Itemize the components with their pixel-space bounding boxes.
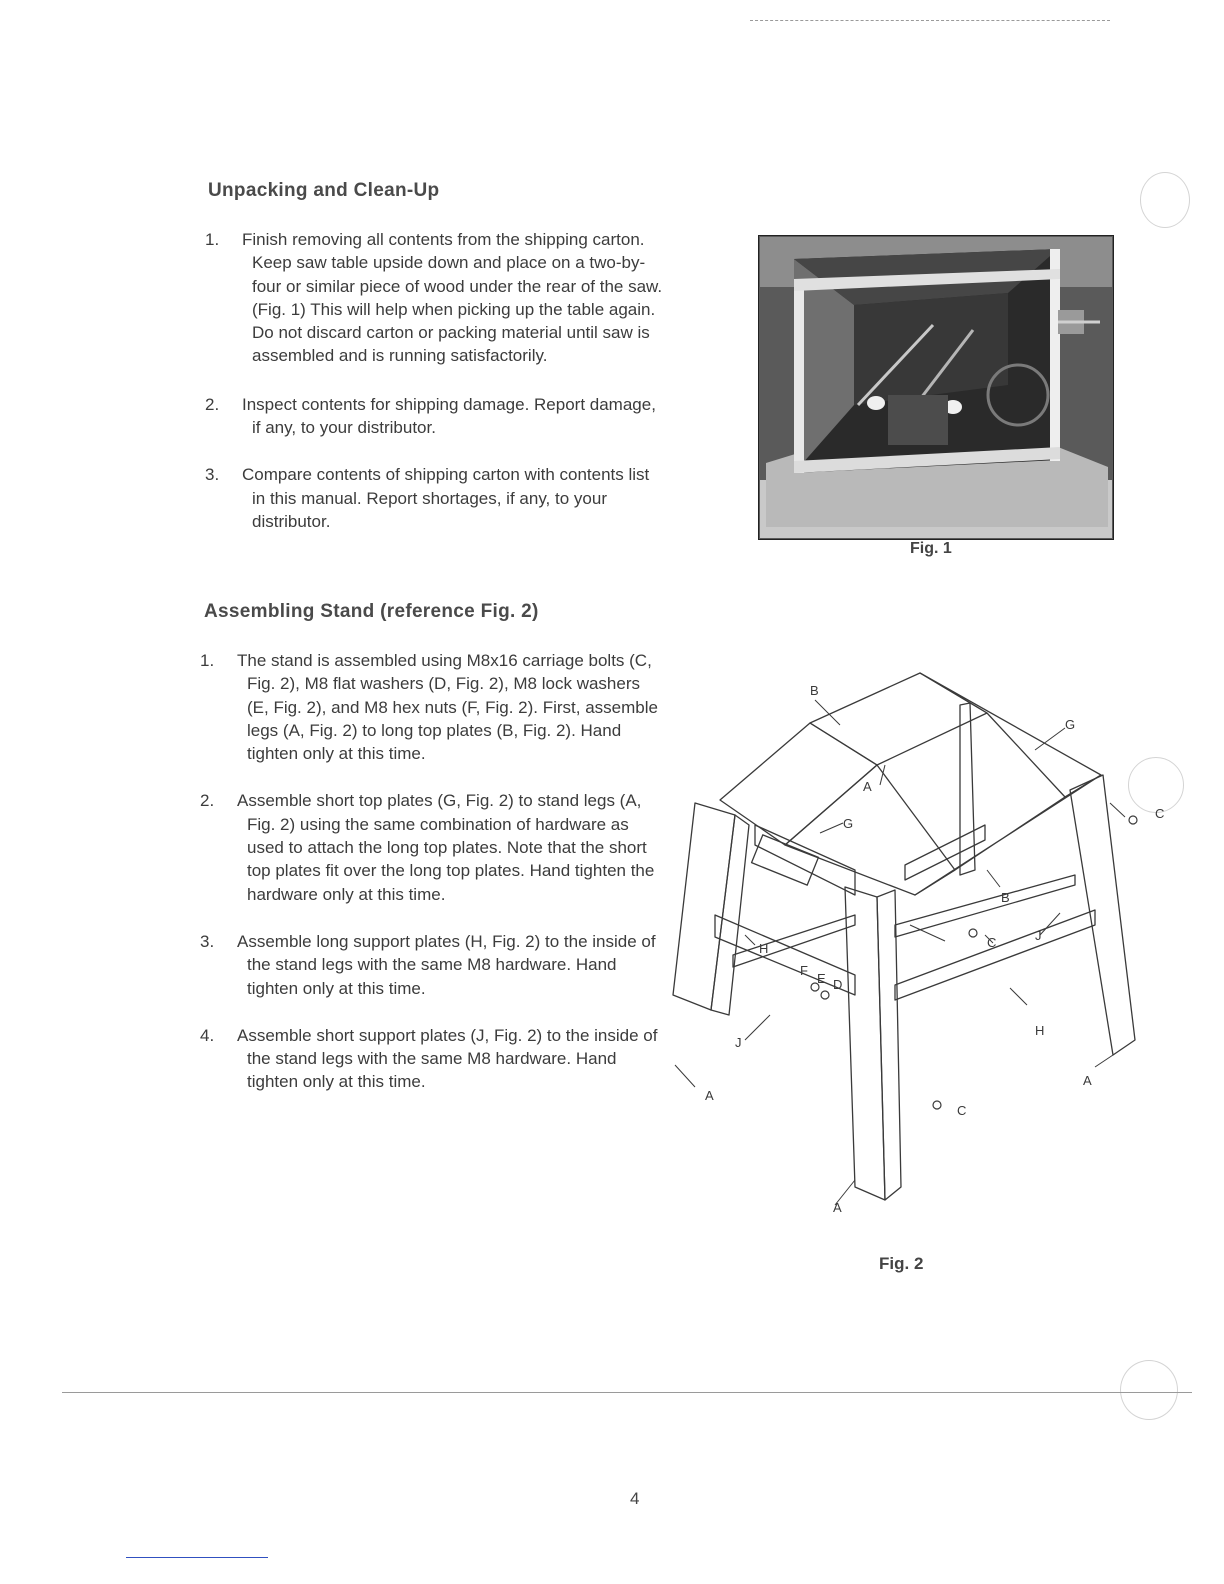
label-j-left: J	[735, 1035, 742, 1050]
label-g-top: G	[1065, 717, 1076, 732]
top-dashed-rule	[750, 20, 1110, 21]
step-text: Finish removing all contents from the shipping carton. Keep saw table upside down and place on a two-by-four or similar piece of wood under the rear of the saw. (Fig. 1) This will help when picking up the table again. Do not discard carton or packing material until saw is assembled and is running satisfactorily.	[242, 230, 663, 366]
step-text: The stand is assembled using M8x16 carriage bolts (C, Fig. 2), M8 flat washers (D, Fig. 2), M8 lock washers (E, Fig. 2), and M8 hex nuts (F, Fig. 2). First, assemble legs (A, Fig. 2) to long top plates (B, Fig. 2). Hand tighten only at this time.	[237, 651, 658, 764]
stand-step	[200, 649, 660, 765]
label-a-back: A	[863, 779, 872, 794]
footer-underline	[126, 1557, 268, 1558]
step-number: 1.	[200, 651, 215, 670]
label-a-left: A	[705, 1088, 714, 1103]
unpacking-step	[205, 228, 665, 368]
label-b-right: B	[1001, 890, 1010, 905]
step-number: 2.	[205, 394, 220, 414]
step-number: 3.	[200, 931, 215, 951]
label-c-bottom: C	[957, 1103, 967, 1118]
fig1-caption: Fig. 1	[910, 540, 952, 557]
label-c-mid: C	[987, 935, 997, 950]
unpacking-step	[205, 393, 665, 440]
step-number: 3.	[205, 465, 220, 485]
stand-steps-list	[200, 649, 660, 1094]
label-j-right: J	[1035, 928, 1042, 943]
label-a-bottom: A	[833, 1200, 842, 1215]
binder-hole-bottom	[1120, 1360, 1178, 1420]
label-d: D	[833, 977, 843, 992]
fig1-photo	[758, 235, 1114, 540]
stand-step	[200, 1024, 660, 1094]
stand-step	[200, 789, 660, 905]
step-number: 2.	[200, 791, 215, 811]
label-h-right: H	[1035, 1023, 1045, 1038]
label-g-front: G	[843, 816, 854, 831]
fig2-caption: Fig. 2	[879, 1254, 924, 1273]
assembling-stand-heading: Assembling Stand (reference Fig. 2)	[204, 601, 539, 622]
unpacking-step	[205, 463, 665, 533]
fig2-stand-diagram	[655, 655, 1185, 1225]
label-c-right: C	[1155, 806, 1165, 821]
bottom-rule	[62, 1392, 1192, 1393]
step-text: Assemble long support plates (H, Fig. 2) to the inside of the stand legs with the same M8 hardware. Hand tighten only at this time.	[237, 931, 656, 998]
step-text: Inspect contents for shipping damage. Report damage, if any, to your distributor.	[242, 394, 656, 438]
label-h-left: H	[759, 941, 769, 956]
page-number: 4	[630, 1489, 640, 1508]
step-number: 4.	[200, 1025, 215, 1045]
binder-hole-top	[1140, 172, 1190, 228]
step-text: Compare contents of shipping carton with contents list in this manual. Report shortages, if any, to your distributor.	[242, 465, 650, 531]
label-b-top: B	[810, 683, 819, 698]
label-f: F	[800, 963, 808, 978]
unpacking-steps-list	[205, 228, 665, 533]
step-text: Assemble short support plates (J, Fig. 2) to the inside of the stand legs with the same M8 hardware. Hand tighten only at this time.	[237, 1025, 658, 1092]
label-e: E	[817, 971, 826, 986]
step-text: Assemble short top plates (G, Fig. 2) to stand legs (A, Fig. 2) using the same combination of hardware as used to attach the long top plates. Note that the short top plates fit over the long top plates. Hand tighten the hardware only at this time.	[237, 791, 655, 904]
stand-step	[200, 930, 660, 1000]
unpacking-heading: Unpacking and Clean-Up	[208, 180, 440, 201]
step-number: 1.	[205, 230, 220, 249]
label-a-right: A	[1083, 1073, 1092, 1088]
